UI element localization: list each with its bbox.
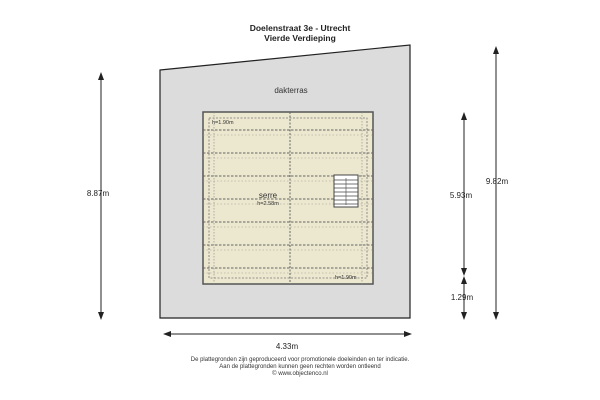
roof-terrace-label: dakterras [274, 86, 308, 95]
dimension-bottom-label: 4.33m [275, 342, 299, 351]
serre-label: serre [258, 191, 278, 200]
footer-copyright: © www.objectenco.nl [272, 371, 328, 377]
plan-title-floor: Vierde Verdieping [264, 33, 336, 43]
height-label-bottom-right: h=1.90m [335, 275, 357, 281]
height-label-top-left: h=1.90m [212, 120, 234, 126]
serre-height-label: h=2.58m [257, 201, 279, 207]
staircase [334, 175, 358, 207]
dimension-right-upper-label: 5.93m [449, 191, 473, 200]
footer-disclaimer-2: Aan de plattegronden kunnen geen rechten worden ontleend [219, 364, 381, 370]
dimension-right-total-label: 9.82m [485, 177, 509, 186]
dimension-bottom [163, 331, 412, 337]
plan-title-address: Doelenstraat 3e - Utrecht [249, 23, 351, 33]
dimension-left-label: 8.87m [86, 189, 110, 198]
dimension-right-lower-label: 1.29m [450, 293, 474, 302]
footer-disclaimer-1: De plattegronden zijn geproduceerd voor promotionele doeleinden en ter indicatie. [190, 357, 410, 363]
